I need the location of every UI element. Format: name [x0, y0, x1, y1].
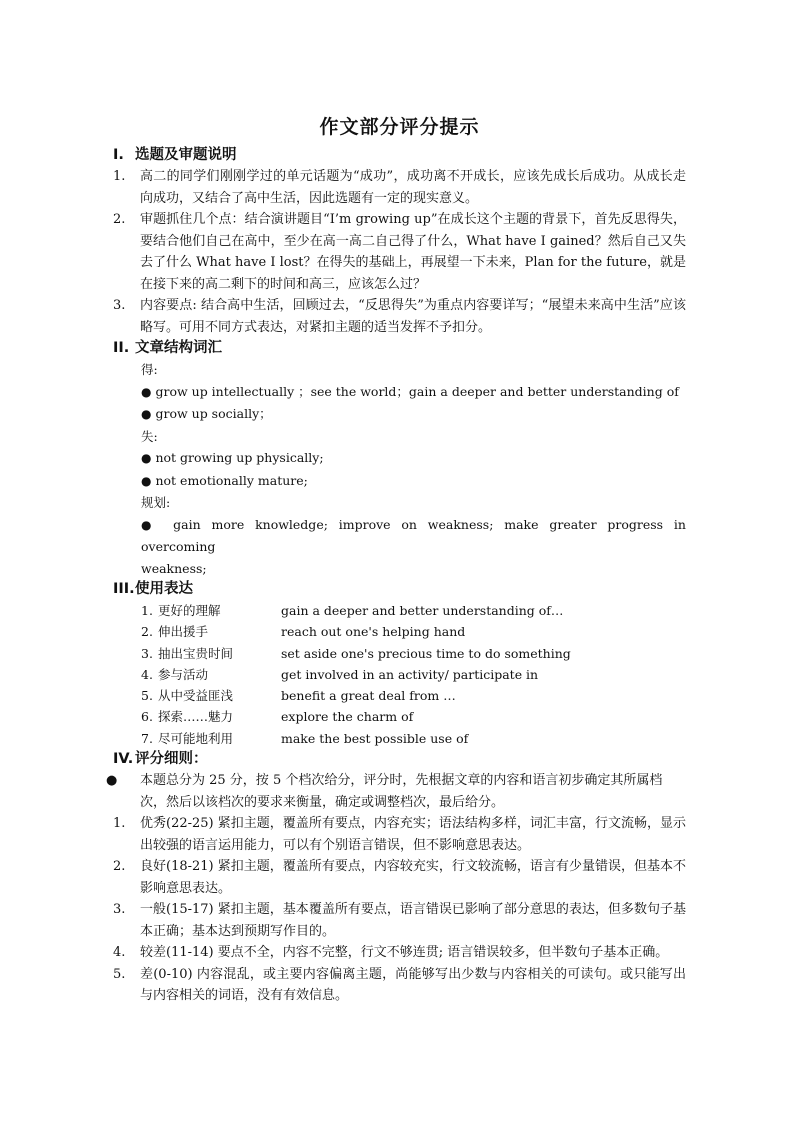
list-item-continuation: weakness; [141, 560, 207, 576]
expression-row: 5. 从中受益匪浅 benefit a great deal from … [141, 688, 456, 704]
list-item: ● gain more knowledge; improve on weakness; make greater progress in overcoming [141, 516, 686, 554]
scoring-level: 5. 差(0-10) 内容混乱，或主要内容偏离主题，尚能够写出少数与内容相关的可读句。或只能写出与内容相关的词语，没有有效信息。 [113, 966, 686, 1004]
expression-row: 1. 更好的理解 gain a deeper and better understanding of… [141, 603, 564, 618]
scoring-level: 2. 良好(18-21) 紧扣主题，覆盖所有要点，内容较充实，行文较流畅，语言有少量错误，但基本不影响意思表达。 [113, 859, 686, 896]
expression-row: 7. 尽可能地利用 make the best possible use of [141, 730, 469, 746]
loss-label: 失: [141, 428, 158, 444]
page-title: 作文部分评分提示 [319, 116, 480, 138]
expression-table [113, 600, 686, 749]
list-item: ● not growing up physically; [141, 450, 324, 465]
numbered-paragraph: 1. 高二的同学们刚刚学过的单元话题为“成功”，成功离不开成长，应该先成长后成功。从成长走向成功，又结合了高中生活，因此选题有一定的现实意义。 [113, 169, 686, 206]
section-number: III. [113, 581, 135, 597]
bullet-icon: ● [141, 451, 152, 465]
section-number: IV. [113, 751, 134, 768]
expression-row: 3. 抽出宝贵时间 set aside one's precious time to do something [141, 645, 571, 661]
bullet-icon: ● [141, 384, 152, 399]
list-item: ● grow up socially； [141, 406, 272, 421]
bullet-icon: ● [141, 407, 152, 421]
vocabulary-block [113, 359, 686, 579]
scoring-level: 4. 较差(11-14) 要点不全，内容不完整，行文不够连贯; 语言错误较多，但半数句子基本正确。 [113, 945, 669, 961]
expression-row: 6. 探索……魅力 explore the charm of [141, 709, 414, 725]
expression-row: 4. 参与活动 get involved in an activity/ participate in [141, 666, 539, 682]
bullet-icon: ● [141, 517, 159, 532]
list-item: ● not emotionally mature; [141, 472, 308, 488]
section-number: I. [113, 147, 124, 163]
section-title: 使用表达 [135, 581, 193, 597]
section-heading-1 [113, 145, 686, 166]
plan-label: 规划: [141, 495, 171, 510]
section-heading-3 [113, 579, 686, 600]
gain-label: 得: [141, 362, 158, 377]
scoring-intro: ● 本题总分为 25 分，按 5 个档次给分，评分时，先根据文章的内容和语言初步确定其所属档次，然后以该档次的要求来衡量，确定或调整档次，最后给分。 [113, 770, 686, 813]
section-title: 评分细则： [135, 751, 208, 768]
section-title: 选题及审题说明 [135, 147, 237, 163]
numbered-paragraph: 3. 内容要点: 结合高中生活，回顾过去，“反思得失”为重点内容要详写；“展望未来高中生活”应该略写。可用不同方式表达，对紧扣主题的适当发挥不予扣分。 [113, 298, 686, 335]
list-item: ● grow up intellectually ；see the world；gain a deeper and better understanding of [141, 383, 679, 399]
expression-row: 2. 伸出援手 reach out one's helping hand [141, 624, 466, 640]
section-title: 文章结构词汇 [135, 340, 222, 356]
section-heading-2 [113, 338, 686, 359]
scoring-level: 1. 优秀(22-25) 紧扣主题，覆盖所有要点，内容充实；语法结构多样，词汇丰富，行文流畅，显示出较强的语言运用能力，可以有个别语言错误，但不影响意思表达。 [113, 816, 686, 853]
scoring-level: 3. 一般(15-17) 紧扣主题，基本覆盖所有要点，语言错误已影响了部分意思的表达，但多数句子基本正确；基本达到预期写作目的。 [113, 902, 686, 939]
bullet-icon: ● [141, 473, 152, 488]
numbered-paragraph: 2. 审题抓住几个点：结合演讲题目“I’m growing up”在成长这个主题的背景下，首先反思得失，要结合他们自己在高中，至少在高一高二自己得了什么，What have I gained？然后自己又失去了什么 What have I lost？在得失的基础上，再展望一下未来，Plan for the future，就是在接下来的高二剩下的时间和高三，应该怎么过？ [113, 212, 686, 292]
section-heading-4 [113, 749, 686, 770]
bullet-icon: ● [106, 773, 118, 789]
section-number: II. [113, 340, 130, 356]
